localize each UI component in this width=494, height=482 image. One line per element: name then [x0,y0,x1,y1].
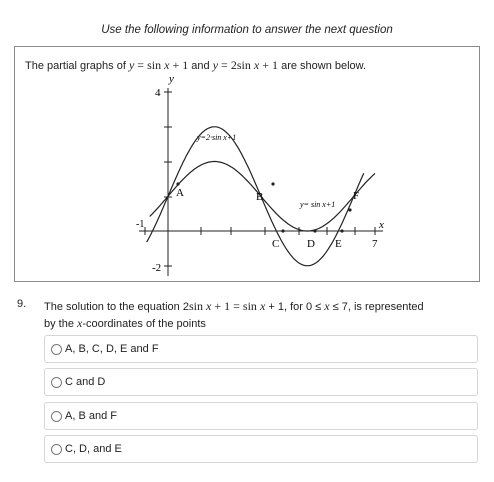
point-c-marker [281,229,284,232]
point-b-label: B [256,191,264,203]
y-tick-label-4: 4 [155,87,161,99]
point-a-label: A [176,187,184,199]
curve-2sin-label: y=2·sin x+1 [197,133,237,142]
x-tick-label-7: 7 [372,238,378,250]
info-panel [14,46,480,282]
y-axis-label: y [169,73,174,85]
point-d-label: D [307,238,315,250]
sine-graph [117,70,387,276]
option-label: A, B, C, D, E and F [65,343,159,355]
point-c-label: C [272,238,280,250]
curve-sin-label: y= sin x+1 [300,200,336,209]
radio-button[interactable] [51,377,62,388]
point-e-label: E [335,238,342,250]
option-d[interactable] [44,435,478,463]
question-text: The solution to the equation 2sin x + 1 = sin x + 1, for 0 ≤ x ≤ 7, is represented by the x-coordinates of the points [44,299,424,330]
option-b[interactable] [44,368,478,396]
point-f-label: F [353,190,360,202]
radio-button[interactable] [51,411,62,422]
point-e-marker [340,229,343,232]
x-axis-label: x [379,219,384,231]
radio-button[interactable] [51,444,62,455]
y-tick-label-neg2: -2 [152,262,162,274]
point-d-marker [313,229,316,232]
option-a[interactable] [44,335,478,363]
point-a-marker [176,182,179,185]
option-label: C, D, and E [65,443,122,455]
option-c[interactable] [44,402,478,430]
option-label: A, B and F [65,410,117,422]
option-label: C and D [65,376,106,388]
info-statement: The partial graphs of y = sin x + 1 and y = 2sin x + 1 are shown below. [25,58,367,72]
point-b-marker [271,182,274,185]
radio-button[interactable] [51,344,62,355]
x-tick-label-neg1: -1 [136,219,145,230]
instruction-text: Use the following information to answer the next question [101,24,393,36]
question-number: 9. [17,298,27,310]
point-f-marker [348,208,351,211]
